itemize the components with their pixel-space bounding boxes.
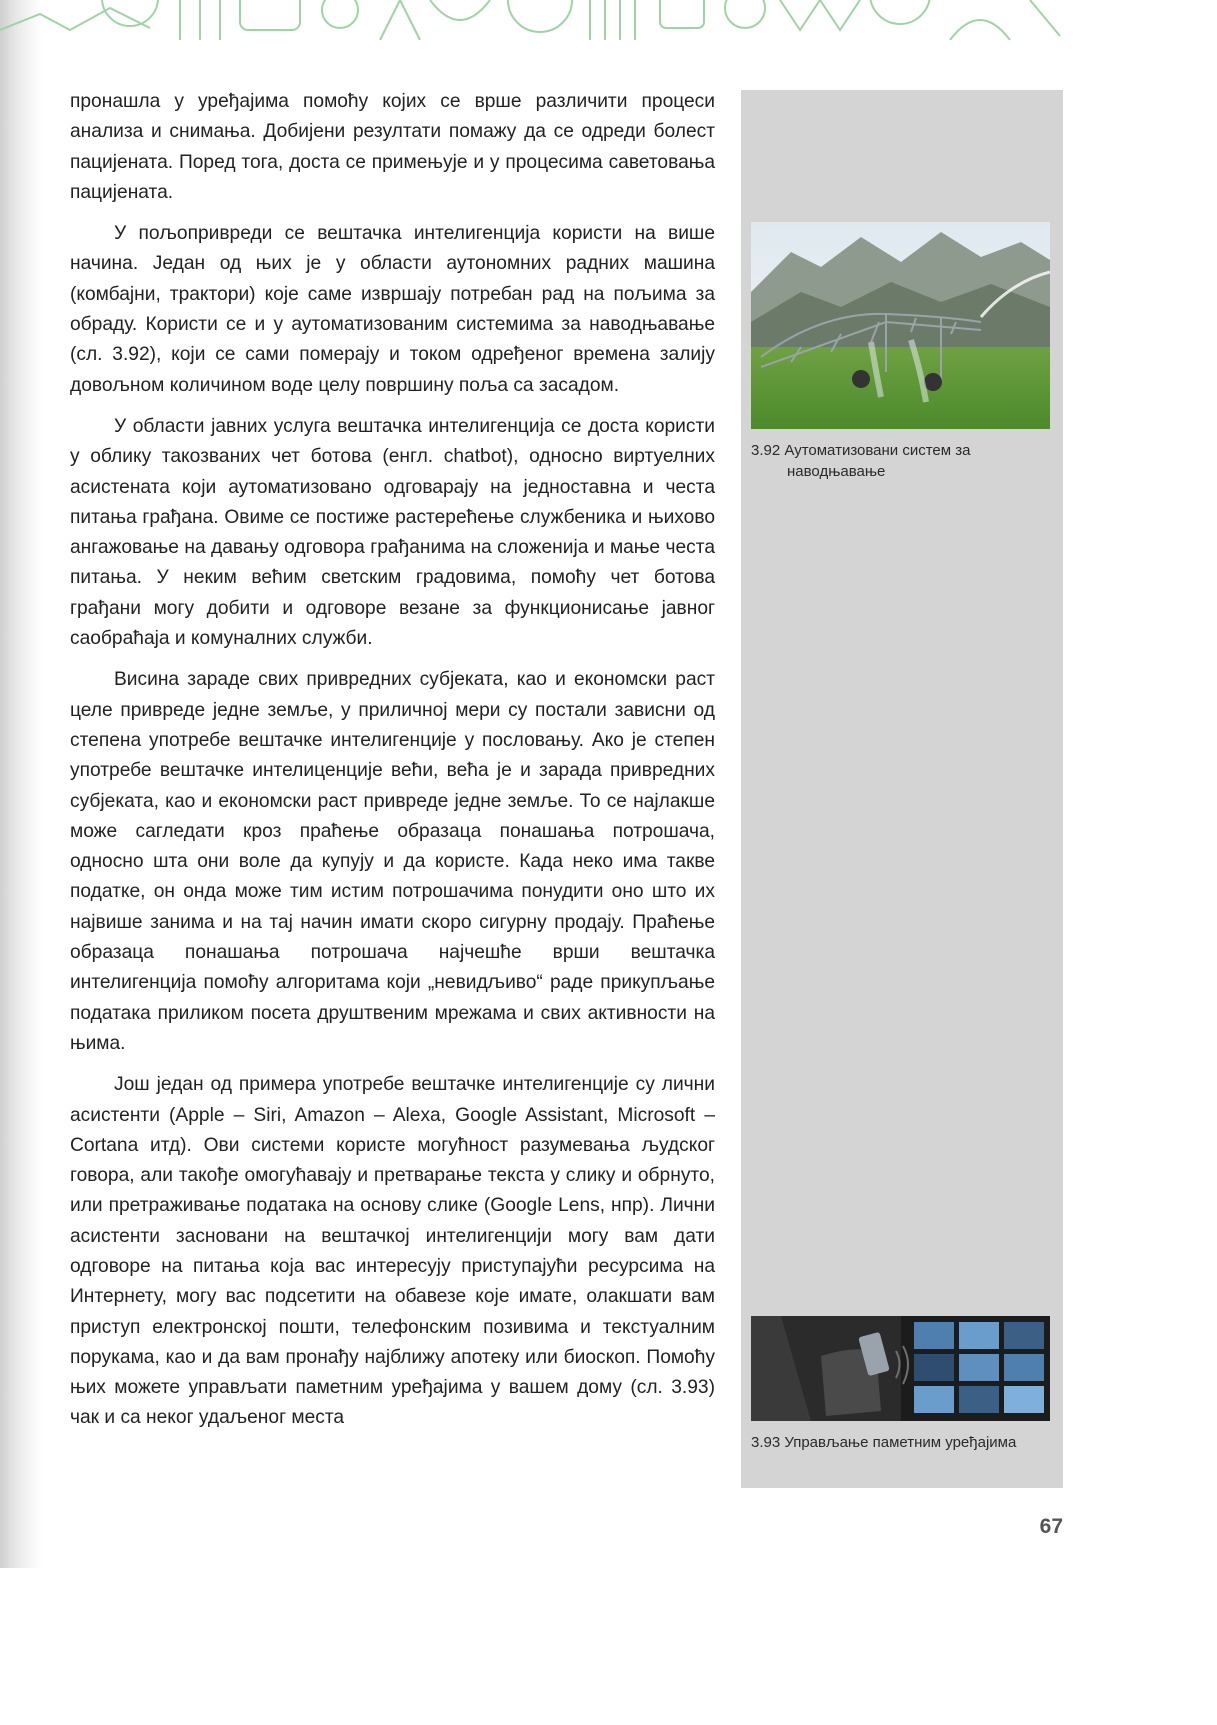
figure-3-93 (751, 1316, 1050, 1453)
figure-3-93-caption: 3.93 Управљање паметним уређајима (751, 1434, 1017, 1451)
header-line-art-decoration (0, 0, 1093, 40)
paragraph-personal-assistants: Још један од примера употребе вештачке интелигенције су лични асистенти (Apple – Siri, Amazon – Alexa, Google Assistant, Microsoft – Cortana итд). Ови системи користе могућност разумевања људског говора, али такође омогућавају и претварање текста у слику и обрнуто, или претраживање података на основу слике (Google Lens, нпр). Лични асистенти засновани на вештачкој интелигенцији могу вам дати одговоре на питања која вас интересују приступајући ресурсима на Интернету, могу вас подсетити на обавезе које имате, олакшати вам приступ електронској пошти, телефонским позивима и текстуалним порукама, као и да вам пронађу најближу апотеку или биоскоп. Помоћу њих можете управљати паметним уређајима у вашем дому (сл. 3.93) чак и са неког удаљеног места (70, 1074, 715, 1429)
paragraph-medicine-continued: пронашла у уређајима помоћу којих се врше различити процеси анализа и снимања. Добијени резултати помажу да се одреди болест пацијената. Поред тога, доста се примењује и у процесима саветовања пацијената. (70, 91, 715, 203)
figure-3-92 (751, 222, 1050, 482)
paragraph-economy: Висина зараде свих привредних субјеката, као и економски раст целе привреде једне земље, у приличној мери су постали зависни од степена употребе вештачке интелигенције у пословању. Ако је степен употребе вештачке интелиценције већи, већа је и зарада привредних субјеката, као и економски раст привреде једне земље. То се најлакше може сагледати кроз праћење образаца понашања потрошача, односно шта они воле да купују и да користе. Када неко има такве податке, он онда може тим истим потрошачима понудити оно што их највише занима и на тај начин имати скоро сигурну продају. Праћење образаца понашања потрошача најчешће врши вештачка интелигенција помоћу алгоритама који „невидљиво“ раде прикупљање података приликом посета друштвеним мрежама и свих активности на њима. (70, 669, 715, 1054)
irrigation-system-photo (751, 222, 1050, 429)
page-fold-shadow (0, 0, 42, 1568)
figure-3-92-caption: 3.92 Аутоматизовани систем за наводњавање (751, 442, 971, 480)
paragraph-public-services: У области јавних услуга вештачка интелигенција се доста користи у облику такозваних чет ботова (енгл. chatbot), односно виртуелних асистената који аутоматизовано одговарају на једноставна и честа питања грађана. Овиме се постиже растерећење службеника и њихово ангажовање на давању одговора грађанима на сложенија и мање честа питања. У неким већим светским градовима, помоћу чет ботова грађани могу добити и одговоре везане за функционисање јавног саобраћаја и комуналних служби. (70, 415, 715, 650)
smart-device-control-photo (751, 1316, 1050, 1421)
main-body-text (70, 87, 715, 1445)
figure-sidebar (741, 90, 1063, 1488)
paragraph-agriculture: У пољопривреди се вештачка интелигенција користи на више начина. Један од њих је у области аутономних радних машина (комбајни, трактори) које саме извршају потребан рад на пољима за обраду. Користи се и у аутоматизованим системима за наводњавање (сл. 3.92), који се сами померају и током одређеног времена залију довољном количином воде целу површину поља са засадом. (70, 223, 715, 396)
page-number: 67 (1039, 1515, 1063, 1538)
